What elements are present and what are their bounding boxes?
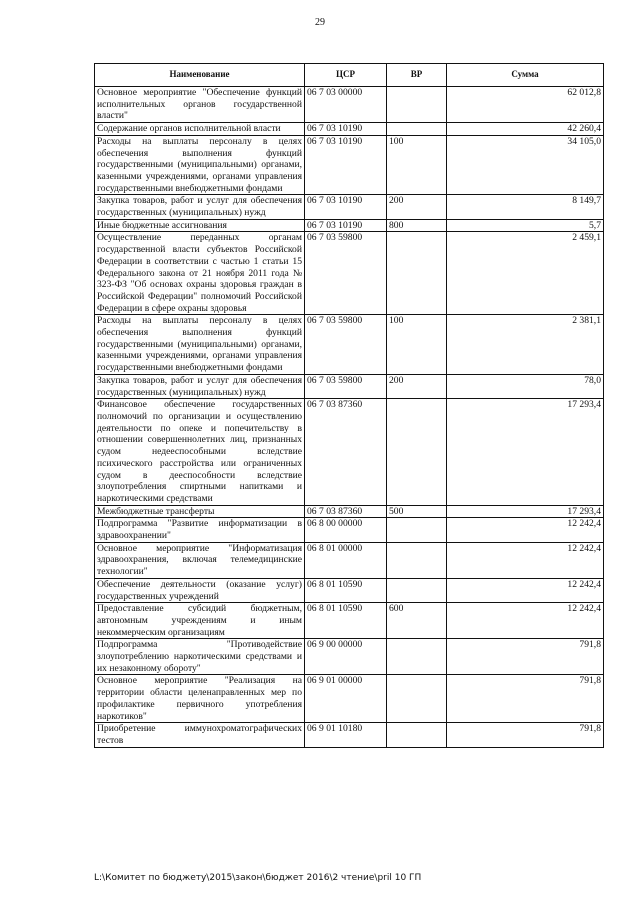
table-row: [95, 578, 604, 602]
row-sum: 34 105,0: [447, 135, 604, 195]
row-name: Осуществление переданных органам государственной власти субъектов Российской Федерации в соответствии с частью 1 статьи 15 Федерального закона от 21 ноября 2011 года № 323-ФЗ "Об основах охраны здоровья граждан в Российской Федерации" полномочий Российской Федерации в сфере охраны здоровья: [95, 232, 305, 315]
row-name: Расходы на выплаты персоналу в целях обеспечения выполнения функций государственными (муниципальными) органами, казенными учреждениями, органами управления государственными внебюджетными фондами: [95, 135, 305, 195]
row-name: Приобретение иммунохроматографических тестов: [95, 723, 305, 747]
table-row: [95, 518, 604, 542]
budget-table: [94, 63, 604, 748]
row-name: Закупка товаров, работ и услуг для обеспечения государственных (муниципальных) нужд: [95, 195, 305, 219]
row-sum: 2 381,1: [447, 315, 604, 375]
page-number: 29: [315, 17, 325, 28]
row-csr: 06 9 00 00000: [305, 639, 387, 675]
row-sum: 791,8: [447, 639, 604, 675]
row-name: Межбюджетные трансферты: [95, 505, 305, 518]
row-sum: 791,8: [447, 723, 604, 747]
row-csr: 06 7 03 59800: [305, 315, 387, 375]
row-csr: 06 8 01 00000: [305, 542, 387, 578]
row-sum: 12 242,4: [447, 578, 604, 602]
row-vr: [387, 518, 447, 542]
row-name: Финансовое обеспечение государственных полномочий по организации и осуществлению деятельности по опеке и попечительству в отношении совершеннолетних лиц, признанных судом недееспособными вследствие психического расстройства или ограниченных судом в дееспособности вследствие злоупотребления спиртными напитками и наркотическими средствами: [95, 399, 305, 505]
table-row: [95, 123, 604, 136]
row-vr: 100: [387, 135, 447, 195]
row-sum: 17 293,4: [447, 505, 604, 518]
row-csr: 06 7 03 10190: [305, 135, 387, 195]
row-name: Подпрограмма "Развитие информатизации в здравоохранении": [95, 518, 305, 542]
table-row: [95, 219, 604, 232]
table-row: [95, 399, 604, 505]
table-row: [95, 603, 604, 639]
row-vr: [387, 675, 447, 723]
table-row: [95, 675, 604, 723]
row-csr: 06 7 03 10190: [305, 195, 387, 219]
row-sum: 12 242,4: [447, 603, 604, 639]
table-header-row: [95, 64, 604, 87]
row-name: Закупка товаров, работ и услуг для обеспечения государственных (муниципальных) нужд: [95, 374, 305, 398]
row-csr: 06 8 00 00000: [305, 518, 387, 542]
row-sum: 791,8: [447, 675, 604, 723]
header-vr: ВР: [387, 64, 447, 87]
row-name: Подпрограмма "Противодействие злоупотреблению наркотическими средствами и их незаконному обороту": [95, 639, 305, 675]
row-csr: 06 7 03 10190: [305, 219, 387, 232]
row-vr: 100: [387, 315, 447, 375]
table-row: [95, 505, 604, 518]
row-csr: 06 7 03 59800: [305, 374, 387, 398]
row-csr: 06 7 03 87360: [305, 505, 387, 518]
row-csr: 06 7 03 10190: [305, 123, 387, 136]
row-vr: 200: [387, 195, 447, 219]
header-csr: ЦСР: [305, 64, 387, 87]
row-vr: [387, 639, 447, 675]
row-csr: 06 9 01 10180: [305, 723, 387, 747]
header-name: Наименование: [95, 64, 305, 87]
row-vr: 200: [387, 374, 447, 398]
table-row: [95, 723, 604, 747]
row-csr: 06 8 01 10590: [305, 603, 387, 639]
row-vr: [387, 399, 447, 505]
table-row: [95, 87, 604, 123]
table-row: [95, 639, 604, 675]
row-sum: 12 242,4: [447, 518, 604, 542]
row-sum: 12 242,4: [447, 542, 604, 578]
row-vr: [387, 87, 447, 123]
row-vr: 500: [387, 505, 447, 518]
row-name: Основное мероприятие "Реализация на территории области целенаправленных мер по профилактике первичного употребления наркотиков": [95, 675, 305, 723]
table-row: [95, 374, 604, 398]
row-name: Расходы на выплаты персоналу в целях обеспечения выполнения функций государственными (муниципальными) органами, казенными учреждениями, органами управления государственными внебюджетными фондами: [95, 315, 305, 375]
row-vr: [387, 542, 447, 578]
table-row: [95, 542, 604, 578]
header-sum: Сумма: [447, 64, 604, 87]
row-vr: [387, 232, 447, 315]
row-csr: 06 7 03 00000: [305, 87, 387, 123]
row-vr: 600: [387, 603, 447, 639]
row-name: Основное мероприятие "Обеспечение функций исполнительных органов государственной власти": [95, 87, 305, 123]
row-sum: 5,7: [447, 219, 604, 232]
row-csr: 06 8 01 10590: [305, 578, 387, 602]
row-vr: [387, 578, 447, 602]
row-sum: 2 459,1: [447, 232, 604, 315]
row-sum: 78,0: [447, 374, 604, 398]
table-row: [95, 232, 604, 315]
row-sum: 62 012,8: [447, 87, 604, 123]
row-vr: [387, 123, 447, 136]
row-name: Содержание органов исполнительной власти: [95, 123, 305, 136]
table-row: [95, 195, 604, 219]
row-vr: [387, 723, 447, 747]
row-name: Предоставление субсидий бюджетным, автономным учреждениям и иным некоммерческим организациям: [95, 603, 305, 639]
table-row: [95, 315, 604, 375]
row-sum: 8 149,7: [447, 195, 604, 219]
table-row: [95, 135, 604, 195]
row-vr: 800: [387, 219, 447, 232]
row-csr: 06 9 01 00000: [305, 675, 387, 723]
footer-file-path: L:\Комитет по бюджету\2015\закон\бюджет 2016\2 чтение\pril 10 ГП: [94, 873, 422, 883]
row-csr: 06 7 03 59800: [305, 232, 387, 315]
row-csr: 06 7 03 87360: [305, 399, 387, 505]
row-name: Обеспечение деятельности (оказание услуг) государственных учреждений: [95, 578, 305, 602]
row-name: Иные бюджетные ассигнования: [95, 219, 305, 232]
row-name: Основное мероприятие "Информатизация здравоохранения, включая телемедицинские технологии": [95, 542, 305, 578]
row-sum: 42 260,4: [447, 123, 604, 136]
row-sum: 17 293,4: [447, 399, 604, 505]
